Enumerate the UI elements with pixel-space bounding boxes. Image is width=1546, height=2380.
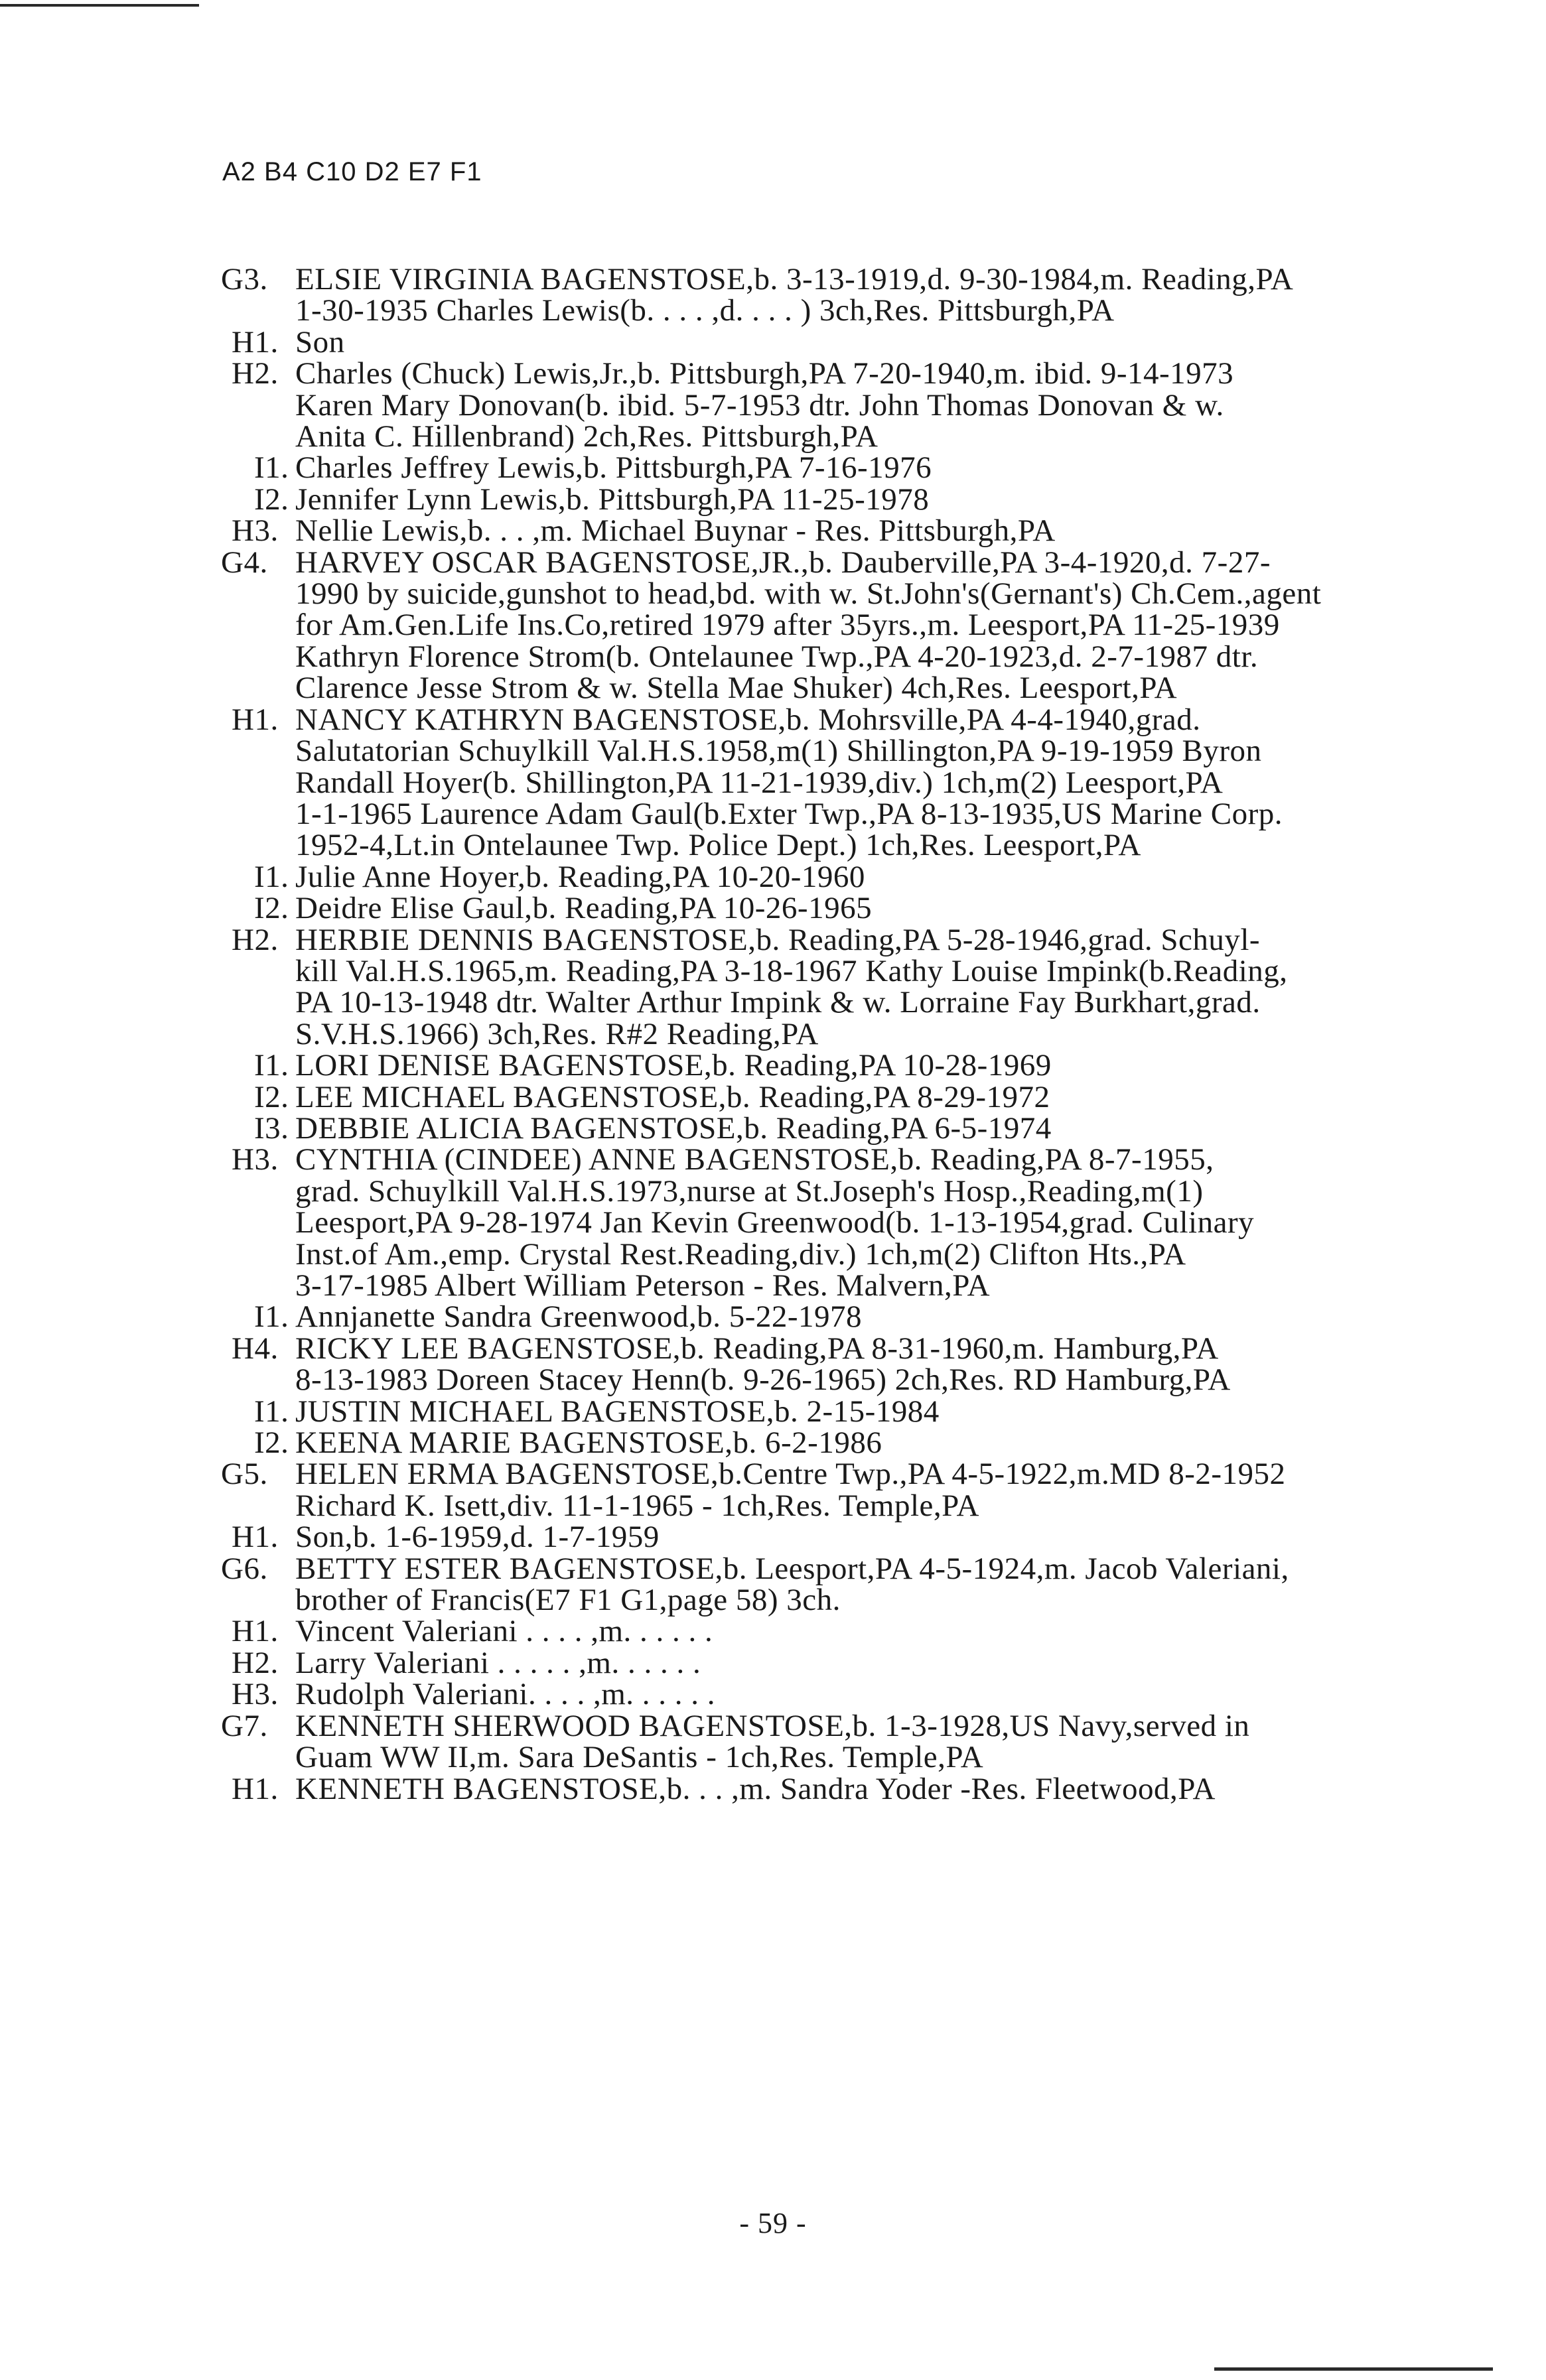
entry-text	[295, 1110, 1435, 1146]
entry-line: 8-13-1983 Doreen Stacey Henn(b. 9-26-1965) 2ch,Res. RD Hamburg,PA	[295, 1362, 1231, 1398]
entry-line: Richard K. Isett,div. 11-1-1965 - 1ch,Res. Temple,PA	[295, 1488, 979, 1523]
generation-label: I2.	[254, 482, 289, 517]
entry-line: grad. Schuylkill Val.H.S.1973,nurse at St.Joseph's Hosp.,Reading,m(1)	[295, 1173, 1204, 1209]
entry-i2	[221, 1427, 1435, 1459]
entry-i1	[221, 1301, 1435, 1333]
generation-label: I3.	[254, 1110, 289, 1146]
entry-line: Salutatorian Schuylkill Val.H.S.1958,m(1) Shillington,PA 9-19-1959 Byron	[295, 734, 1262, 769]
entry-text	[295, 264, 1435, 327]
entry-i2	[221, 1079, 1435, 1114]
entry-text	[295, 547, 1435, 704]
generation-label: I1.	[254, 1048, 289, 1083]
entry-h2	[221, 358, 1435, 452]
generation-label: I2.	[254, 1079, 289, 1114]
entry-line: for Am.Gen.Life Ins.Co,retired 1979 after 35yrs.,m. Leesport,PA 11-25-1939	[295, 608, 1280, 643]
entry-line: Anita C. Hillenbrand) 2ch,Res. Pittsburgh,PA	[295, 419, 878, 454]
entry-line: Deidre Elise Gaul,b. Reading,PA 10-26-1965	[295, 891, 873, 926]
entry-line: Son	[295, 324, 345, 360]
entry-line: 1990 by suicide,gunshot to head,bd. with w. St.John's(Gernant's) Ch.Cem.,agent	[295, 576, 1322, 612]
entry-line: Vincent Valeriani . . . . ,m. . . . . .	[295, 1614, 713, 1649]
entry-line: NANCY KATHRYN BAGENSTOSE,b. Mohrsville,PA 4-4-1940,grad.	[295, 702, 1201, 737]
entry-text	[295, 515, 1435, 547]
entry-line: JUSTIN MICHAEL BAGENSTOSE,b. 2-15-1984	[295, 1394, 940, 1429]
generation-label: G4.	[221, 545, 268, 580]
generation-label: H1.	[232, 702, 279, 737]
entry-text	[295, 1771, 1435, 1806]
entry-g6	[221, 1551, 1435, 1618]
entry-text	[295, 859, 1435, 894]
entry-h3	[221, 515, 1435, 547]
entry-i1	[221, 1050, 1435, 1081]
entry-line: Rudolph Valeriani. . . . ,m. . . . . .	[295, 1677, 716, 1712]
generation-label: I2.	[254, 1425, 289, 1461]
entry-g3	[221, 264, 1435, 327]
entry-line: LORI DENISE BAGENSTOSE,b. Reading,PA 10-28-1969	[295, 1048, 1052, 1083]
generation-label: I1.	[254, 1394, 289, 1429]
entry-line: HERBIE DENNIS BAGENSTOSE,b. Reading,PA 5-28-1946,grad. Schuyl-	[295, 922, 1261, 957]
generation-label: G3.	[221, 262, 268, 297]
entry-line: Kathryn Florence Strom(b. Ontelaunee Twp.,PA 4-20-1923,d. 2-7-1987 dtr.	[295, 639, 1259, 674]
entry-h4	[221, 1333, 1435, 1396]
entry-line: kill Val.H.S.1965,m. Reading,PA 3-18-1967 Kathy Louise Impink(b.Reading,	[295, 953, 1288, 988]
entry-line: 1-30-1935 Charles Lewis(b. . . . ,d. . . . ) 3ch,Res. Pittsburgh,PA	[295, 293, 1115, 328]
entry-line: DEBBIE ALICIA BAGENSTOSE,b. Reading,PA 6-5-1974	[295, 1110, 1052, 1146]
entry-text	[295, 704, 1435, 862]
entry-text	[295, 1616, 1435, 1647]
entry-line: KEENA MARIE BAGENSTOSE,b. 6-2-1986	[295, 1425, 882, 1461]
generation-label: H3.	[232, 513, 279, 549]
entry-line: Clarence Jesse Strom & w. Stella Mae Shuker) 4ch,Res. Leesport,PA	[295, 671, 1178, 706]
generation-label: G7.	[221, 1708, 268, 1743]
entry-line: Charles Jeffrey Lewis,b. Pittsburgh,PA 7-16-1976	[295, 450, 932, 486]
entry-line: KENNETH BAGENSTOSE,b. . . ,m. Sandra Yoder -Res. Fleetwood,PA	[295, 1771, 1216, 1806]
entry-g4	[221, 547, 1435, 704]
generation-label: I1.	[254, 859, 289, 894]
generation-label: G5.	[221, 1457, 268, 1492]
entry-i2	[221, 484, 1435, 515]
entry-line: Jennifer Lynn Lewis,b. Pittsburgh,PA 11-25-1978	[295, 482, 930, 517]
page-number: - 59 -	[739, 2207, 807, 2239]
generation-label: H2.	[232, 356, 279, 391]
entry-line: PA 10-13-1948 dtr. Walter Arthur Impink & w. Lorraine Fay Burkhart,grad.	[295, 985, 1261, 1020]
generation-label: H2.	[232, 1645, 279, 1680]
entry-text	[295, 1522, 1435, 1553]
generation-label: H1.	[232, 324, 279, 360]
entry-h3	[221, 1144, 1435, 1301]
entry-line: Larry Valeriani . . . . . ,m. . . . . .	[295, 1645, 701, 1680]
entry-line: S.V.H.S.1966) 3ch,Res. R#2 Reading,PA	[295, 1016, 819, 1051]
entry-text	[295, 1551, 1435, 1618]
entry-i2	[221, 893, 1435, 924]
entry-line: CYNTHIA (CINDEE) ANNE BAGENSTOSE,b. Reading,PA 8-7-1955,	[295, 1142, 1214, 1177]
entry-text	[295, 452, 1435, 484]
entry-line: 1-1-1965 Laurence Adam Gaul(b.Exter Twp.,PA 8-13-1935,US Marine Corp.	[295, 796, 1283, 831]
bottom-rule	[1214, 2367, 1493, 2371]
entry-text	[295, 1396, 1435, 1427]
entry-text	[295, 1301, 1435, 1333]
entry-line: 1952-4,Lt.in Ontelaunee Twp. Police Dept.) 1ch,Res. Leesport,PA	[295, 828, 1141, 863]
entry-line: Randall Hoyer(b. Shillington,PA 11-21-1939,div.) 1ch,m(2) Leesport,PA	[295, 765, 1224, 800]
entry-text	[295, 922, 1435, 1051]
generation-label: H1.	[232, 1520, 279, 1555]
entry-text	[295, 1333, 1435, 1396]
generation-label: I1.	[254, 1299, 289, 1335]
entry-line: Julie Anne Hoyer,b. Reading,PA 10-20-1960	[295, 859, 865, 894]
entry-line: BETTY ESTER BAGENSTOSE,b. Leesport,PA 4-5-1924,m. Jacob Valeriani,	[295, 1551, 1289, 1586]
entry-text	[295, 1144, 1435, 1301]
entry-g7	[221, 1708, 1435, 1775]
entry-line: RICKY LEE BAGENSTOSE,b. Reading,PA 8-31-1960,m. Hamburg,PA	[295, 1331, 1219, 1366]
entry-line: Karen Mary Donovan(b. ibid. 5-7-1953 dtr. John Thomas Donovan & w.	[295, 387, 1224, 423]
entry-h3	[221, 1679, 1435, 1710]
entry-line: Inst.of Am.,emp. Crystal Rest.Reading,div.) 1ch,m(2) Clifton Hts.,PA	[295, 1236, 1186, 1272]
generation-label: H1.	[232, 1771, 279, 1806]
entry-text	[295, 1459, 1435, 1522]
genealogy-entries	[221, 264, 1435, 1805]
entry-text	[295, 358, 1435, 452]
entry-i1	[221, 859, 1435, 894]
lineage-header: A2 B4 C10 D2 E7 F1	[222, 157, 482, 186]
entry-i1	[221, 452, 1435, 484]
entry-h1	[221, 704, 1435, 862]
entry-line: Son,b. 1-6-1959,d. 1-7-1959	[295, 1520, 660, 1555]
entry-text	[295, 1679, 1435, 1710]
entry-text	[295, 893, 1435, 924]
entry-line: HELEN ERMA BAGENSTOSE,b.Centre Twp.,PA 4-5-1922,m.MD 8-2-1952	[295, 1457, 1286, 1492]
generation-label: H3.	[232, 1677, 279, 1712]
entry-line: KENNETH SHERWOOD BAGENSTOSE,b. 1-3-1928,US Navy,served in	[295, 1708, 1250, 1743]
entry-text	[295, 1645, 1435, 1680]
generation-label: I2.	[254, 891, 289, 926]
entry-line: brother of Francis(E7 F1 G1,page 58) 3ch.	[295, 1583, 841, 1618]
entry-line: Charles (Chuck) Lewis,Jr.,b. Pittsburgh,PA 7-20-1940,m. ibid. 9-14-1973	[295, 356, 1234, 391]
entry-line: Leesport,PA 9-28-1974 Jan Kevin Greenwood(b. 1-13-1954,grad. Culinary	[295, 1205, 1255, 1240]
entry-text	[295, 1050, 1435, 1081]
entry-i1	[221, 1396, 1435, 1427]
entry-line: Annjanette Sandra Greenwood,b. 5-22-1978	[295, 1299, 863, 1335]
entry-i3	[221, 1110, 1435, 1146]
generation-label: H2.	[232, 922, 279, 957]
entry-line: Nellie Lewis,b. . . ,m. Michael Buynar - Res. Pittsburgh,PA	[295, 513, 1056, 549]
top-rule	[0, 4, 199, 7]
entry-text	[295, 484, 1435, 515]
entry-h1	[221, 324, 1435, 360]
entry-text	[295, 1427, 1435, 1459]
generation-label: G6.	[221, 1551, 268, 1586]
generation-label: H3.	[232, 1142, 279, 1177]
generation-label: H1.	[232, 1614, 279, 1649]
entry-line: LEE MICHAEL BAGENSTOSE,b. Reading,PA 8-29-1972	[295, 1079, 1050, 1114]
generation-label: I1.	[254, 450, 289, 486]
generation-label: H4.	[232, 1331, 279, 1366]
entry-line: 3-17-1985 Albert William Peterson - Res. Malvern,PA	[295, 1268, 991, 1303]
entry-h2	[221, 1645, 1435, 1680]
entry-text	[295, 1079, 1435, 1114]
entry-line: HARVEY OSCAR BAGENSTOSE,JR.,b. Dauberville,PA 3-4-1920,d. 7-27-	[295, 545, 1271, 580]
entry-h2	[221, 922, 1435, 1051]
entry-h1	[221, 1522, 1435, 1553]
entry-line: Guam WW II,m. Sara DeSantis - 1ch,Res. Temple,PA	[295, 1740, 984, 1775]
entry-text	[295, 1708, 1435, 1775]
entry-h1	[221, 1771, 1435, 1806]
entry-line: ELSIE VIRGINIA BAGENSTOSE,b. 3-13-1919,d. 9-30-1984,m. Reading,PA	[295, 262, 1294, 297]
entry-h1	[221, 1616, 1435, 1647]
entry-g5	[221, 1459, 1435, 1522]
entry-text	[295, 324, 1435, 360]
